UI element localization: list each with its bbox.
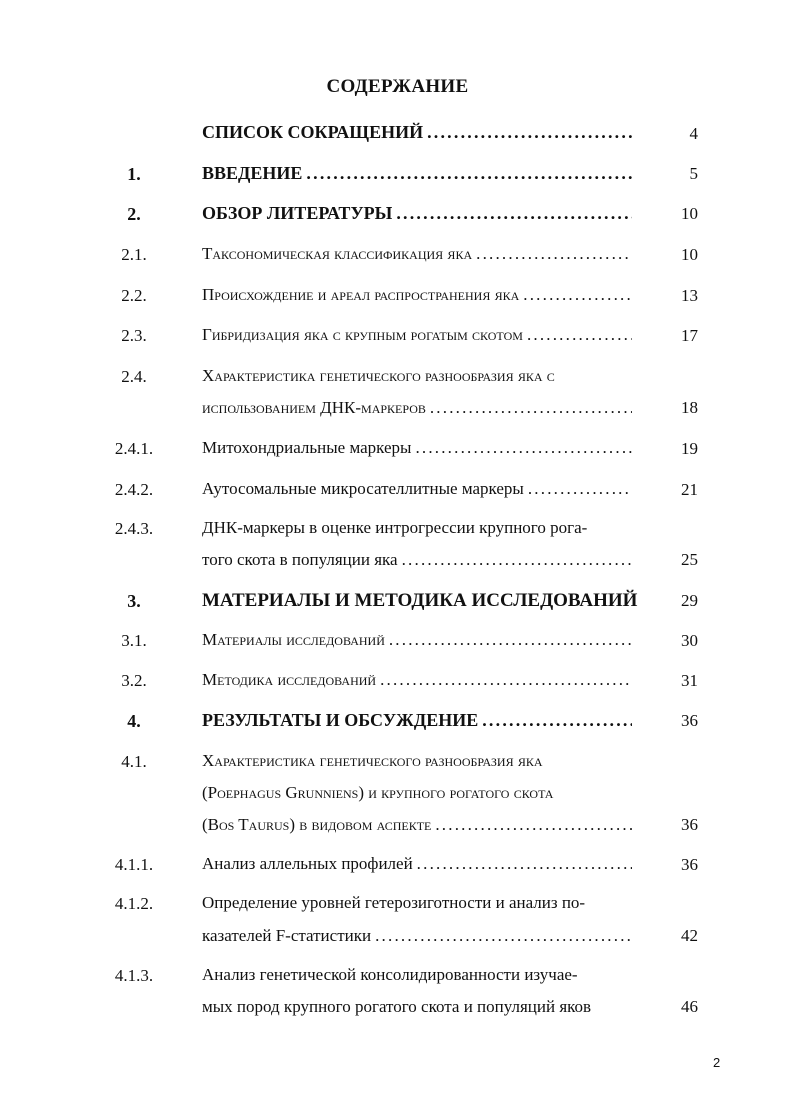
toc-entry-number: 2.4.	[121, 367, 147, 386]
toc-entry-title-cont: мых пород крупного рогатого скота и популяций яков	[202, 997, 592, 1016]
toc-entry-title-cont: казателей F-статистики	[202, 926, 372, 945]
toc-entry-page: 25	[681, 550, 698, 569]
toc-entry-title-cont: (Poephagus Grunniens) и крупного рогатого скота	[202, 783, 554, 802]
toc-entry-number: 3.	[127, 591, 141, 611]
toc-entry-number: 4.1.3.	[114, 966, 154, 985]
leader-dots	[375, 926, 632, 946]
toc-entry-page: 13	[681, 286, 698, 305]
toc-entry-page: 30	[681, 631, 698, 650]
leader-dots	[306, 163, 632, 184]
toc-entry-page: 17	[681, 326, 698, 345]
toc-entry-page: 4	[689, 124, 698, 143]
leader-dots	[427, 122, 632, 143]
toc-entry-page: 36	[681, 711, 698, 730]
leader-dots	[417, 854, 632, 874]
leader-dots	[523, 285, 632, 305]
toc-entry-page: 21	[681, 480, 698, 499]
toc-entry-page: 46	[681, 997, 698, 1016]
leader-dots	[396, 203, 632, 224]
toc-entry-number: 2.4.2.	[114, 480, 154, 499]
toc-entry-title: Определение уровней гетерозиготности и анализ по-	[202, 893, 586, 912]
toc-entry-title: Происхождение и ареал распространения яка	[202, 285, 520, 304]
toc-entry-title: ВВЕДЕНИЕ	[202, 163, 303, 183]
leader-dots	[435, 815, 632, 835]
toc-entry-number: 2.1.	[121, 245, 147, 264]
toc-title: СОДЕРЖАНИЕ	[326, 76, 469, 97]
toc-entry-page: 19	[681, 439, 698, 458]
toc-entry-number: 4.1.	[121, 752, 147, 771]
leader-dots	[415, 438, 632, 458]
leader-dots	[389, 630, 632, 650]
toc-entry-title: ДНК-маркеры в оценке интрогрессии крупного рога-	[202, 518, 588, 537]
toc-entry-number: 2.4.3.	[114, 519, 154, 538]
toc-entry-number: 2.3.	[121, 326, 147, 345]
toc-entry-number: 3.2.	[121, 671, 147, 690]
leader-dots	[527, 325, 632, 345]
toc-entry-title: Таксономическая классификация яка	[202, 244, 473, 263]
toc-entry-number: 2.	[127, 204, 141, 224]
toc-entry-title: Аутосомальные микросателлитные маркеры	[202, 479, 524, 498]
toc-entry-number: 2.2.	[121, 286, 147, 305]
toc-entry-title: РЕЗУЛЬТАТЫ И ОБСУЖДЕНИЕ	[202, 710, 479, 730]
leader-dots	[482, 710, 632, 731]
toc-entry-number: 4.1.1.	[114, 855, 154, 874]
toc-entry-title: СПИСОК СОКРАЩЕНИЙ	[202, 122, 424, 142]
toc-entry-title: МАТЕРИАЛЫ И МЕТОДИКА ИССЛЕДОВАНИЙ	[202, 590, 638, 611]
page-number: 2	[713, 1055, 721, 1070]
toc-entry-page: 36	[681, 855, 698, 874]
toc-entry-page: 10	[681, 245, 698, 264]
toc-entry-number: 4.1.2.	[114, 894, 154, 913]
leader-dots	[402, 550, 632, 570]
toc-entry-page: 42	[681, 926, 698, 945]
toc-entry-title: Анализ аллельных профилей	[202, 854, 413, 873]
toc-entry-page: 36	[681, 815, 698, 834]
leader-dots	[528, 479, 632, 499]
toc-entry-number: 3.1.	[121, 631, 147, 650]
toc-entry-title: Гибридизация яка с крупным рогатым скотом	[202, 325, 523, 344]
toc-entry-title-cont: (Bos Taurus) в видовом аспекте	[202, 815, 432, 834]
toc-entry-page: 10	[681, 204, 698, 223]
toc-entry-page: 31	[681, 671, 698, 690]
toc-entry-title-cont: использованием ДНК-маркеров	[202, 398, 426, 417]
toc-entry-title: Характеристика генетического разнообразия яка	[202, 751, 543, 770]
leader-dots	[476, 244, 632, 264]
toc-entry-title: ОБЗОР ЛИТЕРАТУРЫ	[202, 203, 393, 223]
toc-entry-title: Анализ генетической консолидированности изучае-	[202, 965, 578, 984]
toc-entry-page: 29	[681, 591, 698, 610]
leader-dots	[380, 670, 632, 690]
toc-entry-number: 2.4.1.	[114, 439, 154, 458]
toc-entry-title: Митохондриальные маркеры	[202, 438, 412, 457]
toc-entry-title-cont: того скота в популяции яка	[202, 550, 398, 569]
toc-entry-title: Материалы исследований	[202, 630, 385, 649]
toc-entry-page: 18	[681, 398, 698, 417]
toc-entry-number: 1.	[127, 164, 141, 184]
toc-entry-page: 5	[689, 164, 698, 183]
leader-dots	[430, 398, 632, 418]
toc-entry-number: 4.	[127, 711, 141, 731]
toc-entry-title: Методика исследований	[202, 670, 377, 689]
toc-entry-title: Характеристика генетического разнообразия яка с	[202, 366, 555, 385]
